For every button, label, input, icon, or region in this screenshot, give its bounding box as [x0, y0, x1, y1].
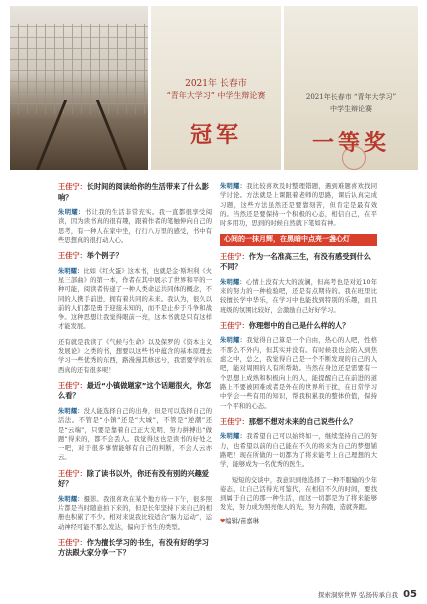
answer: 朱明耀：我比较喜欢及时整理错题，遇到难题喜欢找同学讨论。方法就是上课跟着老师的思路，课后认真完成习题，这些方法虽然还是要靠刻苦，但肯定是最有效的。当然还是要保持一个积极的心态，相信自己，在平时多用功，思到的时候自然就下笔如有神。	[220, 183, 378, 228]
railway-gate-photo	[10, 6, 148, 170]
answer: 朱明耀：心情上没有大大的波澜，但高考也是对近10年来的努力的一种检验吧，还是有点期待的。我在班里比较擅长学中华乐，在学习中也能找到特别的乐趣，而且班级的氛围比较好，会激励自己好好学习。	[220, 278, 378, 314]
answer: 朱明耀：我希望自己可以始终如一，继续坚持自己的努力，也希望以前的自己能在不久的将来为自己的梦想铺路吧！现在所做的一切都为了将来能考上自己理想的大学，能够成为一名优秀的医生。	[220, 433, 378, 469]
cert-year: 2021年 长春市	[185, 79, 247, 89]
fence-graphic	[10, 24, 148, 114]
answer: 朱明耀：比如《红火蛋》这本书，也就是金·斯坦利《火星三部曲》的第一本，作者在其中展示了世界和平的一种可能，阅读者传递了一种人类命运共同体的概念，不同的人携手前进，拥有着共同的未来。我认为，很久以前的人们都是勇于迎接未知的，而不是止步于斗争和战争。这种思想让我觉得眼前一亮，这本书就是只有这样才能发展。	[58, 267, 212, 331]
question: 王佳宁：那想不想对未来的自己说些什么？	[220, 416, 357, 426]
right-column	[220, 182, 377, 526]
question: 王佳宁：作为擅长学习的书生，有没有好的学习方法跟大家分享一下？	[58, 537, 209, 558]
photo-strip	[10, 6, 418, 172]
heart-icon: ❤	[220, 517, 226, 525]
footer-slogan: 探索洞察世界 弘扬传承自我	[317, 591, 398, 599]
left-column	[58, 182, 212, 564]
closing-paragraph: 短短的交谈中，我意识到他选择了一种不服输的少年姿态，让自己活得光可鉴代，在相信不久的时间，要找到属于自己的那一种生活，而这一切都是为了将来能够发光，努力成为照亮他人的光，努力奔跑，造就奔跑。	[220, 476, 377, 512]
answer: 朱明耀：没人能选择自己的出身，但是可以选择自己的活法。不管是“小镇”还是“大城”，不管是“逆潮”还是“云端”，只要是靠着自己正大光明、努力拼搏出“做题”得来的，都不会丢人。我觉得这也是读书的好处之一吧，对于很多事情能够有自己的判断，不会人云亦云。	[58, 407, 212, 462]
cert-award: 一等奖	[311, 130, 390, 156]
cert-award: 冠军	[189, 122, 242, 148]
page-footer	[318, 589, 417, 600]
champion-certificate-photo	[151, 6, 281, 170]
section-banner: 心间的一抹月辉，在黑暗中点亮一盏心灯	[220, 234, 377, 245]
cert-year: 2021年长春市 “青年大学习”	[305, 93, 397, 101]
question: 王佳宁：长时间的阅读给你的生活带来了什么影响？	[58, 182, 209, 202]
answer-continued: 还有就是我读了《气候与生命》以及保罗的《资本主义发展论》之类的书，想要以这些书中蕴含的基本原理去学习一些优秀的东西，路漫漫其修远兮，我需要学的东西真的还有很多呢！	[58, 338, 212, 374]
cert-title: “青年大学习” 中学生辩论赛	[166, 91, 266, 100]
first-prize-certificate-photo	[284, 6, 418, 170]
question: 王佳宁：作为一名准高三生，有没有感受到什么不同？	[220, 251, 371, 272]
question: 王佳宁：最近“小镇做题家”这个话题很火，你怎么看？	[58, 380, 212, 401]
cert-title: 中学生辩论赛	[330, 105, 372, 113]
answer: 朱明耀：我觉得自己算是一个自由，热心的人吧，性格不那么不外内，但其实并没有。有时候我也会陷入到焦虑之中，总之，我觉得自己是一个不断发现的自己的人吧，能对周围的人有所帮助。当然在身边还是需要有一个思想上成熟和积极向上的人，能提醒自己在前进的道路上不要被困难或者是外在的世界所干扰，在日常学习中学会一些有用的知识，帮我积累我的整体价值，保持一个平和的心态。	[220, 337, 378, 410]
editor-credit: ❤编辑/苗嘉琳	[220, 517, 259, 525]
answer: 朱明耀：书让我的生活非常充实。我一直都很享受阅读，因为读书真的很有趣，跟着作者的笔触伸向自己的思考，有一种人在家中坐，行行八万里的感受，书中有些思想真的很打动人心。	[58, 209, 213, 244]
page-number: 05	[403, 589, 417, 600]
question: 王佳宁：举个例子？	[58, 251, 123, 261]
question: 王佳宁：除了读书以外，你还有没有别的兴趣爱好？	[58, 468, 209, 489]
question: 王佳宁：你理想中的自己是什么样的人？	[220, 320, 350, 330]
seal-stamp	[342, 146, 366, 170]
answer: 朱明耀：摄影。我很喜欢在某个地方待一下午，很多照片都是当时随意拍下来的，但是长年坚持下来自己的相册也积累了不少。相对来说我比较适合“脑力运动”，运动神经可能不那么发达，偏向于书生的类型。	[58, 495, 212, 531]
